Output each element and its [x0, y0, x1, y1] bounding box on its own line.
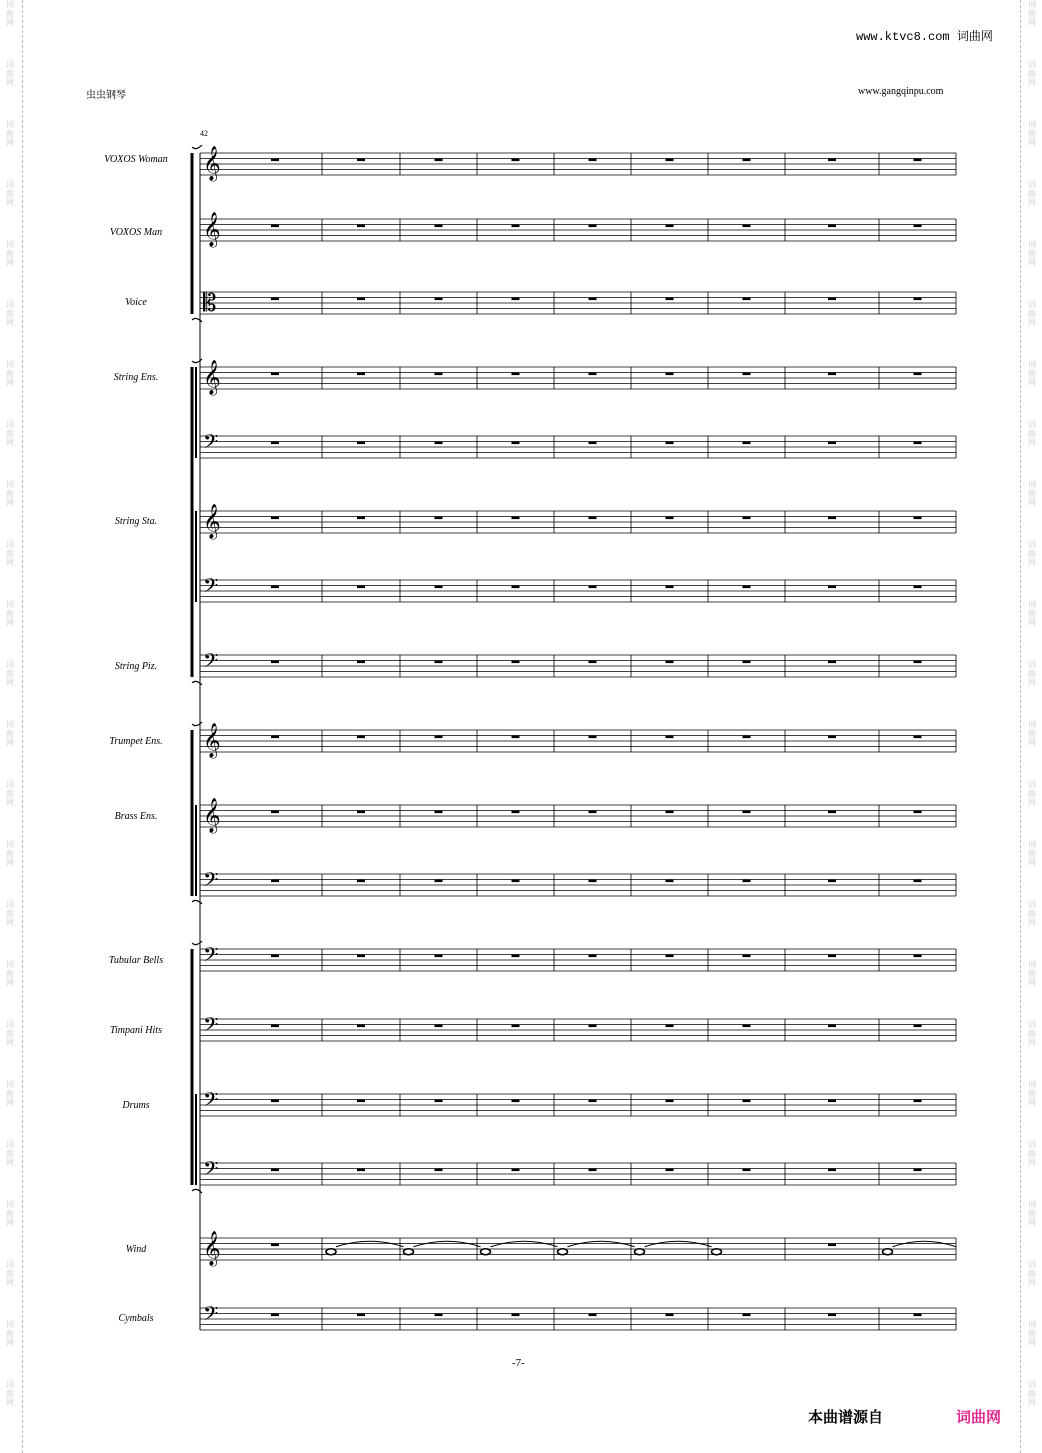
whole-rest: [666, 1100, 674, 1103]
instrument-label: String Sta.: [114, 516, 158, 527]
watermark-mark: 词 曲 网: [6, 0, 14, 27]
treble-clef-icon: 𝄞: [203, 360, 221, 395]
whole-rest: [914, 955, 922, 958]
whole-rest: [271, 517, 279, 520]
whole-rest: [435, 1100, 443, 1103]
whole-rest: [512, 517, 520, 520]
whole-rest: [743, 1100, 751, 1103]
watermark-mark: 词 曲 网: [6, 60, 14, 87]
whole-rest: [271, 811, 279, 814]
watermark-mark: 词 曲 网: [1028, 420, 1036, 447]
whole-rest: [435, 661, 443, 664]
whole-note: [326, 1249, 336, 1255]
bass-clef-icon: 𝄢: [203, 943, 219, 971]
whole-rest: [512, 586, 520, 589]
whole-rest: [435, 517, 443, 520]
bass-clef-icon: 𝄢: [203, 1157, 219, 1185]
watermark-mark: 词 曲 网: [1028, 900, 1036, 927]
whole-rest: [271, 880, 279, 883]
whole-rest: [512, 955, 520, 958]
tie: [414, 1241, 481, 1247]
whole-rest: [589, 517, 597, 520]
whole-rest: [914, 159, 922, 162]
whole-rest: [271, 1100, 279, 1103]
whole-rest: [271, 373, 279, 376]
whole-rest: [666, 955, 674, 958]
whole-rest: [914, 1314, 922, 1317]
whole-rest: [666, 1169, 674, 1172]
whole-rest: [357, 373, 365, 376]
whole-rest: [357, 1169, 365, 1172]
whole-note: [404, 1249, 414, 1255]
measure-number: 42: [200, 129, 208, 138]
whole-rest: [357, 298, 365, 301]
whole-rest: [914, 736, 922, 739]
tie: [568, 1241, 635, 1247]
instrument-label: Drums: [122, 1100, 150, 1111]
watermark-mark: 词 曲 网: [1028, 60, 1036, 87]
whole-rest: [914, 517, 922, 520]
whole-rest: [828, 1025, 836, 1028]
whole-rest: [435, 373, 443, 376]
whole-rest: [271, 442, 279, 445]
whole-rest: [914, 298, 922, 301]
whole-rest: [666, 736, 674, 739]
whole-rest: [828, 736, 836, 739]
whole-rest: [743, 661, 751, 664]
whole-rest: [828, 225, 836, 228]
whole-rest: [914, 442, 922, 445]
whole-rest: [357, 955, 365, 958]
whole-rest: [435, 1314, 443, 1317]
footer-source-text: 本曲谱源自: [808, 1408, 884, 1426]
treble-clef-icon: 𝄞: [203, 1231, 221, 1266]
treble-clef-icon: 𝄞: [203, 723, 221, 758]
watermark-mark: 词 曲 网: [6, 480, 14, 507]
whole-rest: [666, 1025, 674, 1028]
watermark-mark: 词 曲 网: [6, 360, 14, 387]
bass-clef-icon: 𝄢: [203, 430, 219, 458]
whole-rest: [512, 159, 520, 162]
watermark-mark: 词 曲 网: [1028, 780, 1036, 807]
bass-clef-icon: 𝄢: [203, 1302, 219, 1330]
whole-rest: [435, 1025, 443, 1028]
watermark-mark: 词 曲 网: [6, 840, 14, 867]
whole-rest: [914, 661, 922, 664]
whole-rest: [512, 442, 520, 445]
bass-clef-icon: 𝄢: [203, 1088, 219, 1116]
whole-rest: [512, 225, 520, 228]
whole-rest: [271, 159, 279, 162]
watermark-mark: 词 曲 网: [1028, 1140, 1036, 1167]
whole-rest: [743, 1025, 751, 1028]
whole-rest: [435, 159, 443, 162]
score-source-title: 虫虫钢琴: [86, 90, 126, 101]
whole-rest: [914, 811, 922, 814]
watermark-mark: 词 曲 网: [1028, 180, 1036, 207]
whole-rest: [589, 955, 597, 958]
bass-clef-icon: 𝄢: [203, 868, 219, 896]
watermark-mark: 词 曲 网: [6, 1080, 14, 1107]
watermark-mark: 词 曲 网: [1028, 600, 1036, 627]
whole-rest: [357, 1025, 365, 1028]
whole-rest: [828, 955, 836, 958]
watermark-mark: 词 曲 网: [6, 120, 14, 147]
whole-rest: [828, 159, 836, 162]
whole-rest: [743, 442, 751, 445]
whole-rest: [435, 1169, 443, 1172]
watermark-mark: 词 曲 网: [6, 1260, 14, 1287]
watermark-mark: 词 曲 网: [6, 300, 14, 327]
whole-rest: [357, 736, 365, 739]
whole-rest: [828, 586, 836, 589]
whole-rest: [589, 1100, 597, 1103]
instrument-label: Timpani Hits: [110, 1025, 162, 1036]
treble-clef-icon: 𝄞: [203, 146, 221, 181]
whole-rest: [357, 1314, 365, 1317]
watermark-mark: 词 曲 网: [1028, 360, 1036, 387]
whole-rest: [914, 880, 922, 883]
tie: [336, 1241, 404, 1247]
whole-rest: [666, 1314, 674, 1317]
whole-rest: [828, 298, 836, 301]
whole-rest: [357, 880, 365, 883]
whole-rest: [589, 736, 597, 739]
watermark-mark: 词 曲 网: [6, 540, 14, 567]
whole-rest: [435, 586, 443, 589]
watermark-mark: 词 曲 网: [6, 780, 14, 807]
treble-clef-icon: 𝄞: [203, 798, 221, 833]
whole-rest: [271, 586, 279, 589]
watermark-mark: 词 曲 网: [6, 1140, 14, 1167]
watermark-mark: 词 曲 网: [6, 1200, 14, 1227]
whole-rest: [666, 159, 674, 162]
whole-rest: [271, 955, 279, 958]
watermark-mark: 词 曲 网: [6, 660, 14, 687]
whole-rest: [589, 1025, 597, 1028]
watermark-mark: 词 曲 网: [1028, 840, 1036, 867]
whole-rest: [512, 373, 520, 376]
whole-rest: [914, 373, 922, 376]
treble-clef-icon: 𝄞: [203, 212, 221, 247]
whole-rest: [828, 661, 836, 664]
tie: [645, 1241, 712, 1247]
watermark-mark: 词 曲 网: [1028, 540, 1036, 567]
alto-clef-icon: 𝄡: [203, 289, 217, 317]
whole-rest: [589, 442, 597, 445]
whole-rest: [357, 661, 365, 664]
whole-note: [712, 1249, 722, 1255]
watermark-mark: 词 曲 网: [1028, 1080, 1036, 1107]
whole-rest: [435, 736, 443, 739]
whole-rest: [828, 1244, 836, 1247]
watermark-mark: 词 曲 网: [6, 1020, 14, 1047]
bracket-hook: [192, 145, 202, 149]
whole-rest: [512, 1025, 520, 1028]
instrument-label: Cymbals: [118, 1313, 154, 1324]
whole-rest: [589, 1314, 597, 1317]
whole-rest: [435, 811, 443, 814]
whole-rest: [271, 1025, 279, 1028]
instrument-label: Tubular Bells: [108, 955, 164, 966]
whole-rest: [828, 442, 836, 445]
whole-rest: [357, 517, 365, 520]
whole-rest: [589, 298, 597, 301]
watermark-mark: 词 曲 网: [1028, 720, 1036, 747]
whole-rest: [743, 811, 751, 814]
whole-rest: [666, 811, 674, 814]
whole-rest: [743, 1169, 751, 1172]
watermark-mark: 词 曲 网: [1028, 960, 1036, 987]
whole-rest: [743, 586, 751, 589]
watermark-mark: 词 曲 网: [1028, 240, 1036, 267]
whole-rest: [357, 586, 365, 589]
whole-rest: [512, 1100, 520, 1103]
instrument-label: Trumpet Ens.: [109, 736, 163, 747]
whole-rest: [271, 225, 279, 228]
page-number: -7-: [512, 1357, 525, 1369]
whole-rest: [512, 736, 520, 739]
whole-rest: [828, 811, 836, 814]
watermark-mark: 词 曲 网: [6, 600, 14, 627]
whole-rest: [357, 159, 365, 162]
whole-rest: [589, 811, 597, 814]
whole-rest: [743, 159, 751, 162]
whole-rest: [435, 442, 443, 445]
watermark-mark: 词 曲 网: [1028, 1020, 1036, 1047]
footer-brand[interactable]: 词曲网: [956, 1408, 1002, 1426]
watermark-mark: 词 曲 网: [1028, 300, 1036, 327]
watermark-mark: 词 曲 网: [6, 420, 14, 447]
whole-rest: [512, 1314, 520, 1317]
site-url[interactable]: www.ktvc8.com: [856, 30, 950, 44]
whole-rest: [666, 661, 674, 664]
whole-rest: [435, 298, 443, 301]
whole-note: [481, 1249, 491, 1255]
whole-rest: [914, 586, 922, 589]
whole-rest: [589, 225, 597, 228]
whole-rest: [914, 1025, 922, 1028]
whole-rest: [743, 517, 751, 520]
whole-rest: [271, 736, 279, 739]
whole-rest: [914, 225, 922, 228]
watermark-mark: 词 曲 网: [1028, 480, 1036, 507]
whole-note: [883, 1249, 893, 1255]
tie: [491, 1241, 558, 1247]
whole-rest: [357, 1100, 365, 1103]
whole-rest: [271, 1314, 279, 1317]
watermark-mark: 词 曲 网: [1028, 1260, 1036, 1287]
watermark-mark: 词 曲 网: [1028, 660, 1036, 687]
tie: [893, 1241, 957, 1247]
watermark-mark: 词 曲 网: [6, 720, 14, 747]
whole-rest: [914, 1100, 922, 1103]
whole-rest: [828, 1169, 836, 1172]
whole-rest: [743, 736, 751, 739]
whole-rest: [271, 661, 279, 664]
treble-clef-icon: 𝄞: [203, 504, 221, 539]
instrument-label: VOXOS Woman: [104, 154, 168, 165]
whole-rest: [512, 811, 520, 814]
whole-rest: [589, 373, 597, 376]
whole-rest: [828, 880, 836, 883]
whole-rest: [512, 298, 520, 301]
whole-rest: [589, 1169, 597, 1172]
instrument-label: VOXOS Man: [109, 227, 163, 238]
watermark-mark: 词 曲 网: [6, 1380, 14, 1407]
whole-rest: [666, 442, 674, 445]
whole-rest: [666, 586, 674, 589]
whole-rest: [743, 225, 751, 228]
whole-note: [558, 1249, 568, 1255]
whole-rest: [914, 1169, 922, 1172]
score-source-url[interactable]: www.gangqinpu.com: [858, 86, 944, 97]
whole-rest: [743, 880, 751, 883]
watermark-mark: 词 曲 网: [6, 900, 14, 927]
instrument-label: Brass Ens.: [114, 811, 158, 822]
whole-rest: [666, 225, 674, 228]
whole-rest: [828, 517, 836, 520]
whole-rest: [271, 1244, 279, 1247]
whole-note: [635, 1249, 645, 1255]
instrument-label: Voice: [125, 297, 147, 308]
whole-rest: [271, 298, 279, 301]
watermark-mark: 词 曲 网: [6, 1320, 14, 1347]
whole-rest: [743, 298, 751, 301]
watermark-mark: 词 曲 网: [1028, 1320, 1036, 1347]
site-name: 词曲网: [956, 29, 993, 43]
whole-rest: [512, 880, 520, 883]
bass-clef-icon: 𝄢: [203, 1013, 219, 1041]
whole-rest: [743, 373, 751, 376]
watermark-mark: 词 曲 网: [6, 960, 14, 987]
whole-rest: [828, 373, 836, 376]
whole-rest: [666, 373, 674, 376]
whole-rest: [357, 811, 365, 814]
bass-clef-icon: 𝄢: [203, 649, 219, 677]
instrument-label: String Piz.: [114, 661, 158, 672]
watermark-mark: 词 曲 网: [6, 240, 14, 267]
whole-rest: [435, 880, 443, 883]
whole-rest: [666, 298, 674, 301]
whole-rest: [743, 1314, 751, 1317]
whole-rest: [828, 1314, 836, 1317]
whole-rest: [357, 442, 365, 445]
whole-rest: [435, 955, 443, 958]
whole-rest: [666, 880, 674, 883]
watermark-mark: 词 曲 网: [1028, 1200, 1036, 1227]
whole-rest: [512, 1169, 520, 1172]
whole-rest: [589, 880, 597, 883]
whole-rest: [589, 586, 597, 589]
whole-rest: [357, 225, 365, 228]
whole-rest: [666, 517, 674, 520]
whole-rest: [512, 661, 520, 664]
watermark-mark: 词 曲 网: [6, 180, 14, 207]
instrument-label: String Ens.: [113, 372, 159, 383]
watermark-mark: 词 曲 网: [1028, 120, 1036, 147]
watermark-mark: 词 曲 网: [1028, 0, 1036, 27]
whole-rest: [743, 955, 751, 958]
whole-rest: [271, 1169, 279, 1172]
watermark-mark: 词 曲 网: [1028, 1380, 1036, 1407]
whole-rest: [828, 1100, 836, 1103]
bass-clef-icon: 𝄢: [203, 574, 219, 602]
instrument-label: Wind: [125, 1244, 147, 1255]
whole-rest: [589, 159, 597, 162]
whole-rest: [589, 661, 597, 664]
whole-rest: [435, 225, 443, 228]
